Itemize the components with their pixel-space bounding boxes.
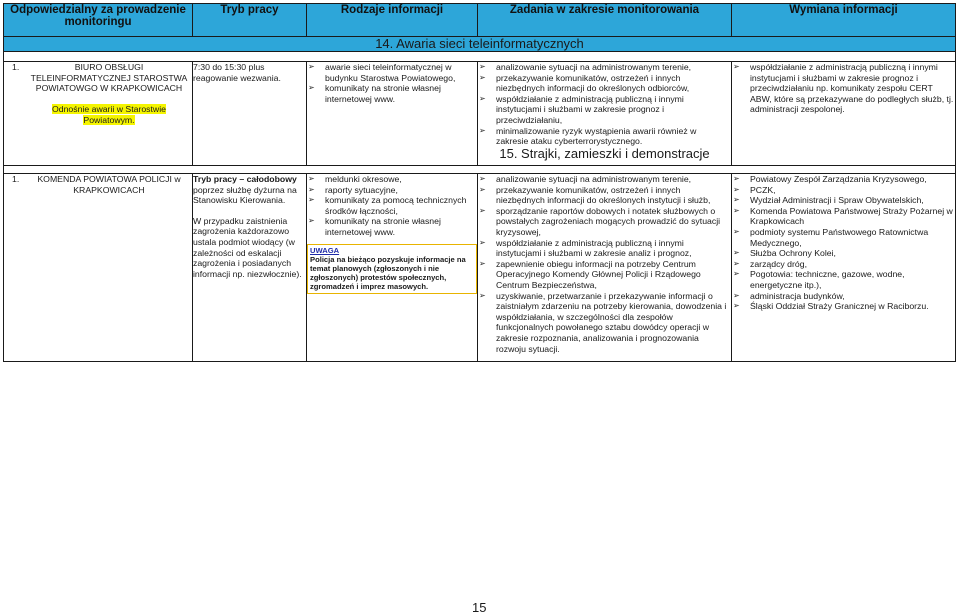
list-item: ➢ meldunki okresowe, [308,174,402,184]
monitoring-table [3,3,956,362]
list-item: ➢ komunikaty za pomocą technicznych środków łączności, [308,195,467,216]
arrow-bullet-icon: ➢ [479,62,486,71]
list-item: ➢ sporządzanie raportów dobowych i notatek służbowych o powstałych zagrożeniach mogących prowadzić do sytuacji kryzysowej, [479,205,721,237]
arrow-bullet-icon: ➢ [479,290,486,300]
header-mode: Tryb pracy [193,4,307,37]
arrow-bullet-icon: ➢ [308,184,315,194]
section-15-title: 15. Strajki, zamieszki i demonstracje [499,145,710,161]
list-item: ➢ minimalizowanie ryzyk wystąpienia awarii również w zakresie ataku cyberterrorystycznego. [479,125,697,147]
header-tasks: Zadania w zakresie monitorowania [478,4,732,37]
arrow-bullet-icon: ➢ [733,62,740,71]
header-row [4,4,956,37]
header-exchange: Wymiana informacji [732,4,956,37]
responsible-note: Odnośnie awarii w Starostwie Powiatowym. [52,104,166,125]
header-info-types: Rodzaje informacji [307,4,478,37]
list-item: ➢ uzyskiwanie, przetwarzanie i przekazywanie informacji o zaistniałym zdarzeniu na potrzeby kierowania, dowodzenia i współdziałania, w szczególności dla zespołów funkcjonalnych powołanego sztabu dowódcy operacji w zakresie rozpoznania, analizowania i prognozowania rozwoju sytuacji. [479,290,727,354]
arrow-bullet-icon: ➢ [733,290,740,300]
list-item: ➢ przekazywanie komunikatów, ostrzeżeń i innych niezbędnych informacji do określonych instytucji i służb, [479,184,711,206]
arrow-bullet-icon: ➢ [308,195,315,205]
arrow-bullet-icon: ➢ [479,72,486,82]
list-item: ➢ Śląski Oddział Straży Granicznej w Raciborzu. [733,301,929,312]
arrow-bullet-icon: ➢ [479,205,486,215]
row-number: 1. [12,174,20,184]
list-item: ➢ komunikaty na stronie własnej internetowej www. [308,83,441,104]
arrow-bullet-icon: ➢ [479,174,486,183]
arrow-bullet-icon: ➢ [733,205,740,215]
work-mode-text: 7:30 do 15:30 plus reagowanie wezwania. [193,62,281,83]
arrow-bullet-icon: ➢ [479,93,486,103]
exchange-cell [732,174,956,362]
page-number: 15 [472,600,487,615]
list-item: ➢ analizowanie sytuacji na administrowanym terenie, [479,62,692,72]
arrow-bullet-icon: ➢ [479,125,486,135]
list-item: ➢ awarie sieci teleinformatycznej w budynku Starostwa Powiatowego, [308,62,456,83]
list-item: ➢ podmioty systemu Państwowego Ratownictwa Medycznego, [733,226,929,248]
tasks-cell [478,174,732,362]
responsible-name: KOMENDA POWIATOWA POLICJI w KRAPKOWICACH [37,174,181,195]
list-item: ➢ analizowanie sytuacji na administrowanym terenie, [479,174,692,184]
warning-note [307,244,477,294]
warning-label: UWAGA [310,245,340,255]
list-item: ➢ Komenda Powiatowa Państwowej Straży Pożarnej w Krapkowicach [733,205,953,227]
exchange-cell [732,62,956,166]
work-mode-note: W przypadku zaistnienia zagrożenia każdorazowo ustala podmiot wiodący (w zależności od eskalacji zagrożenia i posiadanych informacji np. niezwłocznie). [193,215,302,279]
arrow-bullet-icon: ➢ [733,269,740,279]
work-mode-bold: Tryb pracy – całodobowy [193,174,297,184]
list-item: ➢ współdziałanie z administracją publiczną i innymi instytucjami i służbami w zakresie analiz i prognoz, [479,237,692,259]
info-cell [307,174,478,362]
list-item: ➢ Pogotowia: techniczne, gazowe, wodne, energetyczne itp.), [733,269,905,290]
responsible-cell [4,62,193,166]
list-item: ➢ komunikaty na stronie własnej internetowej www. [308,216,441,237]
arrow-bullet-icon: ➢ [479,237,486,247]
arrow-bullet-icon: ➢ [308,174,315,183]
arrow-bullet-icon: ➢ [733,226,740,236]
section-14-title: 14. Awaria sieci teleinformatycznych [4,37,956,52]
arrow-bullet-icon: ➢ [479,258,486,268]
list-item: ➢ Wydział Administracji i Spraw Obywatelskich, [733,195,924,206]
row-police [4,174,956,362]
list-item: ➢ raporty sytuacyjne, [308,184,398,195]
list-item: ➢ Powiatowy Zespół Zarządzania Kryzysowego, [733,174,927,184]
warning-text: Policja na bieżąco pozyskuje informacje na temat planowych (zgłoszonych i nie zgłoszonych) protestów społecznych, zgromadzeń i imprez masowych. [310,254,466,292]
header-responsible: Odpowiedzialny za prowadzenie monitoringu [4,4,193,37]
list-item: ➢ współdziałanie z administracją publiczną i innymi instytucjami i służbami w zakresie prognoz i przeciwdziałaniu, [479,93,684,125]
arrow-bullet-icon: ➢ [308,216,315,226]
arrow-bullet-icon: ➢ [479,184,486,194]
info-cell [307,62,478,166]
arrow-bullet-icon: ➢ [308,62,315,71]
responsible-cell [4,174,193,362]
arrow-bullet-icon: ➢ [733,258,740,268]
arrow-bullet-icon: ➢ [733,301,740,311]
list-item: ➢ współdziałanie z administracją publiczną i innymi instytucjami i służbami w zakresie prognoz i przeciwdziałaniu np. komunikaty zespołu CERT ABW, które są przekazywane do podległych służb, tj. administracji zespolonej. [733,62,954,115]
mode-cell [193,174,307,362]
list-item: ➢ PCZK, [733,184,776,195]
list-item: ➢ administracja budynków, [733,290,845,301]
arrow-bullet-icon: ➢ [733,195,740,205]
arrow-bullet-icon: ➢ [733,174,740,183]
work-mode-text: poprzez służbę dyżurna na Stanowisku Kierowania. [193,184,297,206]
responsible-name: BIURO OBSŁUGI TELEINFORMATYCZNEJ STAROSTWA POWIATOWGO W KRAPKOWICACH [30,62,188,94]
row-it-office [4,62,956,166]
arrow-bullet-icon: ➢ [733,248,740,258]
mode-cell [193,62,307,166]
list-item: ➢ Służba Ochrony Kolei, [733,248,836,259]
arrow-bullet-icon: ➢ [308,83,315,93]
arrow-bullet-icon: ➢ [733,184,740,194]
list-item: ➢ zarządcy dróg, [733,258,807,269]
list-item: ➢ przekazywanie komunikatów, ostrzeżeń i innych niezbędnych informacji do określonych odbiorców, [479,72,690,94]
row-number: 1. [12,62,20,72]
tasks-cell [478,62,732,166]
list-item: ➢ zapewnienie obiegu informacji na potrzeby Centrum Operacyjnego Komendy Głównej Policji i Rządowego Centrum Bezpieczeństwa, [479,258,701,290]
